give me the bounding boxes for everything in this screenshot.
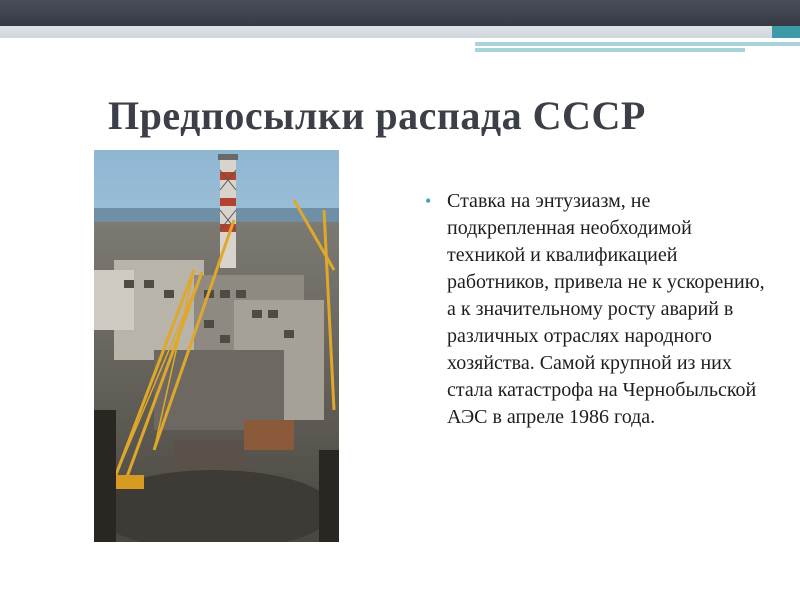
chernobyl-plant-photo-icon (94, 150, 339, 542)
bullet-text: Ставка на энтузиазм, не подкрепленная необходимой техникой и квалификацией работников, привела не к ускорению, а к значительному росту аварий в различных отраслях народного хозяйства. Самой крупной из них стала катастрофа на Чернобыльской АЭС в апреле 1986 года. (447, 190, 765, 428)
bullet-marker: • (425, 191, 432, 211)
header-accent-block (772, 26, 800, 38)
bullet-list (425, 188, 770, 431)
accent-line-bottom (475, 48, 745, 52)
header-strip (0, 26, 800, 38)
header-bar (0, 0, 800, 26)
slide-title: Предпосылки распада СССР (108, 93, 646, 138)
accent-line-top (475, 42, 800, 46)
bullet-item (425, 188, 770, 431)
